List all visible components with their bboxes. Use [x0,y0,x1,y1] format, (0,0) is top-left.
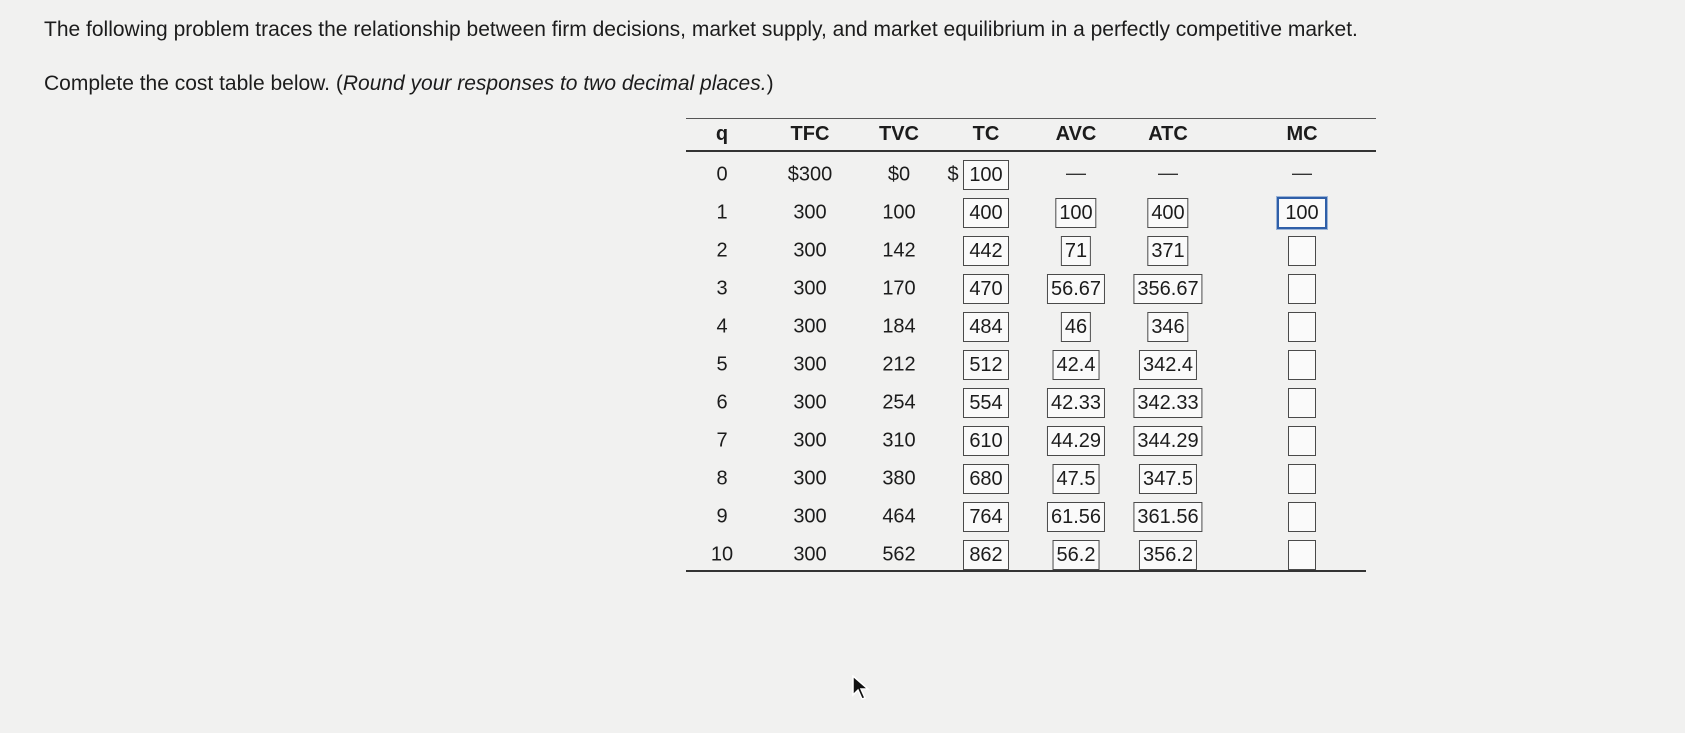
atc-input[interactable]: 371 [1147,236,1188,266]
tc-input[interactable]: 442 [963,236,1009,266]
cell-tfc: 300 [793,201,827,224]
avc-input[interactable]: 42.4 [1053,350,1100,380]
dash-mc: — [1292,162,1312,185]
table-row [686,460,1376,498]
instruction-text [44,72,774,96]
mc-input[interactable] [1288,464,1316,494]
table-row [686,498,1376,536]
cell-tfc: 300 [793,543,827,566]
avc-input[interactable]: 100 [1055,198,1096,228]
cell-tfc: $300 [787,163,833,186]
table-row [686,270,1376,308]
cell-q: 5 [716,353,728,376]
table-row [686,346,1376,384]
cell-tvc: 562 [882,543,916,566]
mc-input[interactable] [1288,312,1316,342]
cell-tfc: 300 [793,391,827,414]
cell-tfc: 300 [793,353,827,376]
mc-input[interactable] [1288,236,1316,266]
cell-tvc: 184 [882,315,916,338]
cell-tvc: 142 [882,239,916,262]
table-row [686,384,1376,422]
cell-q: 8 [716,467,728,490]
column-header-mc: MC [1286,123,1318,145]
tc-input[interactable]: 512 [963,350,1009,380]
tc-input[interactable]: 554 [963,388,1009,418]
atc-input[interactable]: 342.33 [1133,388,1202,418]
column-header-tfc: TFC [790,123,830,145]
tc-input[interactable]: 862 [963,540,1009,570]
tc-input[interactable]: 100 [963,160,1009,190]
cell-q: 3 [716,277,728,300]
mc-input[interactable] [1288,502,1316,532]
avc-input[interactable]: 56.2 [1053,540,1100,570]
atc-input[interactable]: 346 [1147,312,1188,342]
cell-q: 10 [710,543,734,566]
table-row [686,156,1376,194]
dash-avc: — [1066,162,1086,185]
column-header-tvc: TVC [879,123,919,145]
cell-tvc: 464 [882,505,916,528]
cell-tvc: 380 [882,467,916,490]
cell-tfc: 300 [793,505,827,528]
avc-input[interactable]: 46 [1061,312,1091,342]
table-top-rule [686,118,1376,119]
mc-input[interactable] [1288,540,1316,570]
tc-input[interactable]: 400 [963,198,1009,228]
tc-input[interactable]: 680 [963,464,1009,494]
mc-input[interactable] [1288,388,1316,418]
tc-input[interactable]: 764 [963,502,1009,532]
avc-input[interactable]: 42.33 [1047,388,1105,418]
cell-tvc: 254 [882,391,916,414]
cell-tfc: 300 [793,239,827,262]
cell-q: 7 [716,429,728,452]
tc-dollar-sign: $ [947,163,959,186]
mc-input[interactable] [1288,350,1316,380]
cell-tfc: 300 [793,467,827,490]
atc-input[interactable]: 344.29 [1133,426,1202,456]
cell-q: 4 [716,315,728,338]
tc-input[interactable]: 470 [963,274,1009,304]
cell-q: 0 [716,163,728,186]
cell-tvc: $0 [887,163,911,186]
mc-input[interactable]: 100 [1277,197,1327,229]
column-header-q: q [715,123,729,145]
atc-input[interactable]: 361.56 [1133,502,1202,532]
instruction-suffix: ) [766,72,774,95]
avc-input[interactable]: 71 [1061,236,1091,266]
atc-input[interactable]: 347.5 [1139,464,1197,494]
cell-q: 9 [716,505,728,528]
cell-q: 6 [716,391,728,414]
column-header-atc: ATC [1148,123,1188,145]
tc-input[interactable]: 484 [963,312,1009,342]
avc-input[interactable]: 47.5 [1053,464,1100,494]
table-row [686,422,1376,460]
column-header-avc: AVC [1055,123,1097,145]
cell-tfc: 300 [793,429,827,452]
dash-atc: — [1158,162,1178,185]
avc-input[interactable]: 44.29 [1047,426,1105,456]
cell-q: 2 [716,239,728,262]
table-row [686,232,1376,270]
atc-input[interactable]: 356.67 [1133,274,1202,304]
mouse-pointer-icon [852,675,870,701]
atc-input[interactable]: 400 [1147,198,1188,228]
problem-intro-text: The following problem traces the relationship between firm decisions, market supply, and market equilibrium in a perfectly competitive market. [44,18,1358,41]
avc-input[interactable]: 56.67 [1047,274,1105,304]
instruction-prefix: Complete the cost table below. ( [44,72,343,95]
cell-tvc: 310 [882,429,916,452]
table-bottom-rule [686,570,1366,572]
table-header-rule [686,150,1376,152]
instruction-italic: Round your responses to two decimal places. [342,72,767,95]
table-row [686,308,1376,346]
table-row [686,536,1376,574]
atc-input[interactable]: 356.2 [1139,540,1197,570]
mc-input[interactable] [1288,274,1316,304]
cell-tfc: 300 [793,315,827,338]
cell-tvc: 100 [882,201,916,224]
cell-tvc: 212 [882,353,916,376]
avc-input[interactable]: 61.56 [1047,502,1105,532]
mc-input[interactable] [1288,426,1316,456]
cell-tvc: 170 [882,277,916,300]
cell-q: 1 [716,201,728,224]
cell-tfc: 300 [793,277,827,300]
tc-input[interactable]: 610 [963,426,1009,456]
column-header-tc: TC [972,123,1000,145]
atc-input[interactable]: 342.4 [1139,350,1197,380]
table-row [686,194,1376,232]
